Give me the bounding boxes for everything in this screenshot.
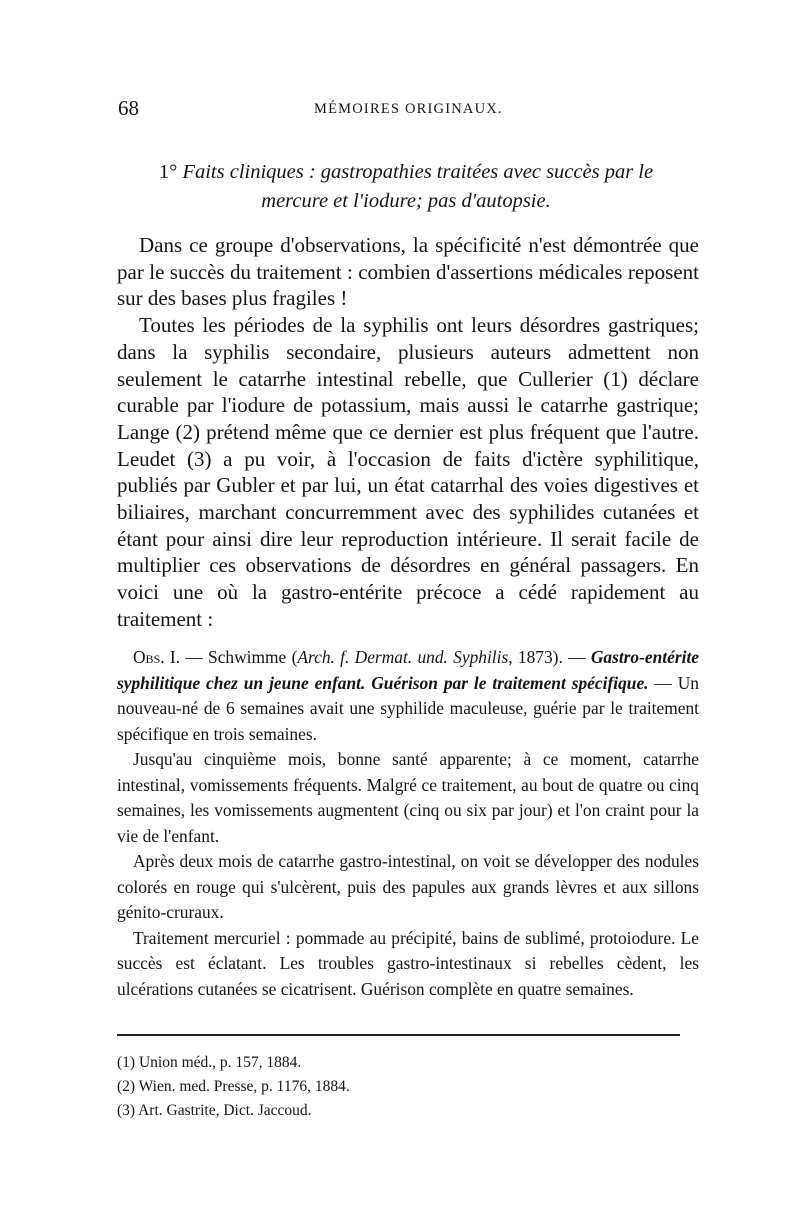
observation-source: Arch. f. Dermat. und. Syphilis [297, 647, 509, 667]
section-title-line-1: Faits cliniques : gastropathies traitées avec succès par le [182, 161, 654, 183]
page-number: 68 [118, 96, 139, 120]
footnote-1: (1) Union méd., p. 157, 1884. [117, 1054, 302, 1071]
observation-paragraph-2: Jusqu'au cinquième mois, bonne santé apparente; à ce moment, catarrhe intestinal, vomissements fréquents. Malgré ce traitement, au bout de quatre ou cinq semaines, les vomissements augmentent (cinq ou six par jour) et l'on craint pour la vie de l'enfant. [117, 749, 699, 846]
footnotes [117, 1051, 617, 1123]
body-paragraph-2: Toutes les périodes de la syphilis ont leurs désordres gastriques; dans la syphilis secondaire, plusieurs auteurs admettent non seulement le catarrhe intestinal rebelle, que Cullerier (1) déclare curable par l'iodure de potassium, mais aussi le catarrhe gastrique; Lange (2) prétend même que ce dernier est plus fréquent que l'autre. Leudet (3) a pu voir, à l'occasion de faits d'ictère syphilitique, publiés par Gubler et par lui, un état catarrhal des voies digestives et biliaires, marchant concurremment avec des syphilides cutanées et étant pour ainsi dire leur reproduction intérieure. Il serait facile de multiplier ces observations de désordres en général passagers. En voici une où la gastro-entérite précoce a cédé rapidement au traitement : [117, 313, 699, 631]
observation-title: Gastro-entérite syphilitique chez un jeune enfant. Guérison par le traitement spécifique. [117, 647, 700, 693]
footnote-divider [117, 1034, 680, 1036]
observation-block [117, 645, 699, 1002]
section-heading [115, 158, 697, 216]
body-paragraph-1: Dans ce groupe d'observations, la spécificité n'est démontrée que par le succès du traitement : combien d'assertions médicales reposent sur des bases plus fragiles ! [117, 233, 699, 311]
section-title-line-2: mercure et l'iodure; pas d'autopsie. [261, 190, 551, 212]
observation-source-year: , 1873). — [508, 647, 591, 667]
observation-paragraph-4: Traitement mercuriel : pommade au précipité, bains de sublimé, protoiodure. Le succès est éclatant. Les troubles gastro-intestinaux si rebelles cèdent, les ulcérations cutanées se cicatrisent. Guérison complète en quatre semaines. [117, 927, 699, 999]
footnote-3: (3) Art. Gastrite, Dict. Jaccoud. [117, 1102, 312, 1119]
observation-label: Obs. I. [133, 647, 181, 667]
observation-paragraph-3: Après deux mois de catarrhe gastro-intestinal, on voit se développer des nodules colorés en rouge qui s'ulcèrent, puis des papules aux grands lèvres et aux sillons génito-cruraux. [117, 851, 699, 922]
observation-paragraph-1 [117, 645, 699, 747]
body-text [117, 232, 699, 633]
footnote-2: (2) Wien. med. Presse, p. 1176, 1884. [117, 1078, 350, 1095]
running-title: MÉMOIRES ORIGINAUX. [314, 101, 503, 117]
running-header [118, 96, 696, 126]
section-number: 1° [158, 161, 178, 183]
observation-dash: — Schwimme ( [180, 647, 298, 667]
observation-intro: — Un nouveau-né de 6 semaines avait une syphilide maculeuse, guérie par le traitement spécifique en trois semaines. [117, 672, 699, 744]
section-heading-line-1 [115, 158, 697, 187]
